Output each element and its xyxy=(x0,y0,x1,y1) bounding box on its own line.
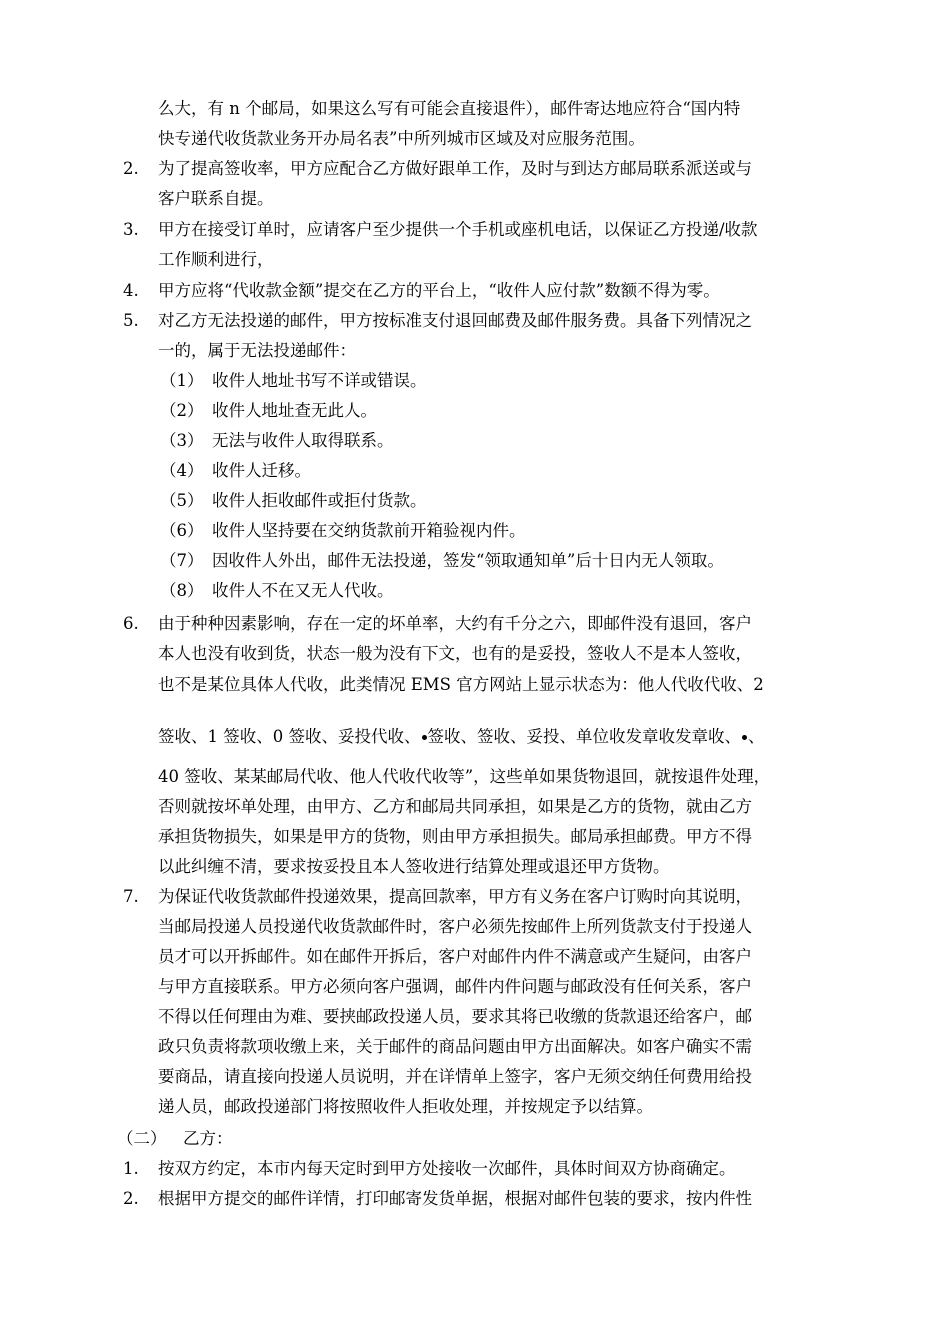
body-text: 签收、签收、妥投、单位收发章收发章收、 xyxy=(427,727,741,746)
sub-number: （7） xyxy=(160,551,204,570)
body-line: 工作顺利进行， xyxy=(158,250,274,269)
body-line: 为保证代收货款邮件投递效果，提高回款率，甲方有义务在客户订购时向其说明， xyxy=(158,887,752,906)
body-line: 递人员，邮政投递部门将按照收件人拒收处理，并按规定予以结算。 xyxy=(158,1097,653,1116)
section-label: （二） xyxy=(117,1129,167,1148)
sub-text: 收件人拒收邮件或拒付货款。 xyxy=(212,491,427,510)
sub-text: 收件人地址书写不详或错误。 xyxy=(212,371,427,390)
body-line: 么大，有 n 个邮局，如果这么写有可能会直接退件），邮件寄达地应符合“国内特 xyxy=(158,99,741,118)
body-line: 根据甲方提交的邮件详情，打印邮寄发货单据，根据对邮件包装的要求，按内件性 xyxy=(158,1189,752,1208)
bullet-dot xyxy=(742,735,747,740)
list-number: 4. xyxy=(123,281,139,300)
sub-text: 无法与收件人取得联系。 xyxy=(212,431,394,450)
body-line: 为了提高签收率，甲方应配合乙方做好跟单工作，及时与到达方邮局联系派送或与 xyxy=(158,159,752,178)
list-number: 6. xyxy=(123,614,139,633)
sub-text: 因收件人外出，邮件无法投递，签发“领取通知单”后十日内无人领取。 xyxy=(212,551,724,570)
sub-number: （8） xyxy=(160,581,204,600)
body-line: 客户联系自提。 xyxy=(158,189,274,208)
sub-number: （2） xyxy=(160,401,204,420)
list-number: 7. xyxy=(123,887,139,906)
body-line: 由于种种因素影响，存在一定的坏单率，大约有千分之六，即邮件没有退回，客户 xyxy=(158,614,752,633)
body-line: 也不是某位具体人代收，此类情况 EMS 官方网站上显示状态为：他人代收代收、2 xyxy=(158,675,764,694)
sub-text: 收件人迁移。 xyxy=(212,461,311,480)
body-line: 承担货物损失，如果是甲方的货物，则由甲方承担损失。邮局承担邮费。甲方不得 xyxy=(158,827,752,846)
body-line: 甲方在接受订单时，应请客户至少提供一个手机或座机电话，以保证乙方投递/收款 xyxy=(158,220,758,239)
sub-text: 收件人地址查无此人。 xyxy=(212,401,377,420)
sub-number: （6） xyxy=(160,521,204,540)
body-line: 甲方应将“代收款金额”提交在乙方的平台上，“收件人应付款”数额不得为零。 xyxy=(158,281,720,300)
body-line: 否则就按坏单处理，由甲方、乙方和邮局共同承担，如果是乙方的货物，就由乙方 xyxy=(158,797,752,816)
list-number: 1. xyxy=(123,1159,139,1178)
body-line: 不得以任何理由为难、要挟邮政投递人员，要求其将已收缴的货款退还给客户，邮 xyxy=(158,1007,752,1026)
sub-text: 收件人不在又无人代收。 xyxy=(212,581,394,600)
sub-number: （1） xyxy=(160,371,204,390)
body-line: 对乙方无法投递的邮件，甲方按标准支付退回邮费及邮件服务费。具备下列情况之 xyxy=(158,311,752,330)
list-number: 2. xyxy=(123,159,139,178)
body-line: 员才可以开拆邮件。如在邮件开拆后，客户对邮件内件不满意或产生疑问，由客户 xyxy=(158,947,752,966)
body-line: 本人也没有收到货，状态一般为没有下文，也有的是妥投，签收人不是本人签收， xyxy=(158,644,752,663)
body-line: 与甲方直接联系。甲方必须向客户强调，邮件内件问题与邮政没有任何关系，客户 xyxy=(158,977,752,996)
body-line: 当邮局投递人员投递代收货款邮件时，客户必须先按邮件上所列货款支付于投递人 xyxy=(158,917,752,936)
body-line xyxy=(158,725,765,749)
sub-text: 收件人坚持要在交纳货款前开箱验视内件。 xyxy=(212,521,526,540)
list-number: 3. xyxy=(123,220,139,239)
body-line: 以此纠缠不清，要求按妥投且本人签收进行结算处理或退还甲方货物。 xyxy=(158,857,670,876)
sub-number: （3） xyxy=(160,431,204,450)
body-line: 40 签收、某某邮局代收、他人代收代收等”，这些单如果货物退回，就按退件处理， xyxy=(158,767,771,786)
bullet-dot xyxy=(422,735,427,740)
section-title: 乙方： xyxy=(183,1129,233,1148)
sub-number: （5） xyxy=(160,491,204,510)
list-number: 2. xyxy=(123,1189,139,1208)
body-line: 按双方约定，本市内每天定时到甲方处接收一次邮件，具体时间双方协商确定。 xyxy=(158,1159,736,1178)
body-text: 、 xyxy=(748,727,765,746)
list-number: 5. xyxy=(123,311,139,330)
sub-number: （4） xyxy=(160,461,204,480)
body-line: 快专递代收货款业务开办局名表”中所列城市区域及对应服务范围。 xyxy=(158,129,645,148)
body-line: 要商品，请直接向投递人员说明，并在详情单上签字，客户无须交纳任何费用给投 xyxy=(158,1067,752,1086)
body-line: 一的，属于无法投递邮件： xyxy=(158,341,356,360)
body-line: 政只负责将款项收缴上来，关于邮件的商品问题由甲方出面解决。如客户确实不需 xyxy=(158,1037,752,1056)
body-text: 签收、1 签收、0 签收、妥投代收、 xyxy=(158,727,421,746)
